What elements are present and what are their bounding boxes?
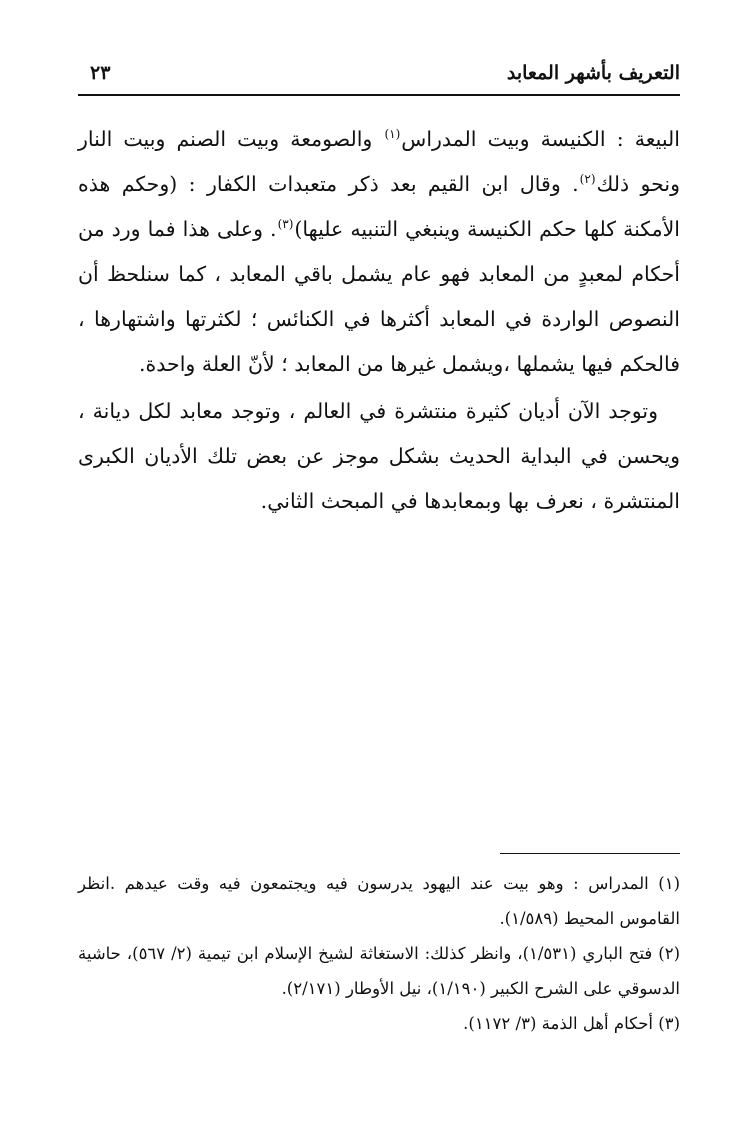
page-number: ٢٣ (90, 62, 111, 84)
footnote-marker-3: (٣) (277, 217, 294, 231)
body-text (78, 117, 680, 524)
paragraph-1 (78, 117, 680, 387)
footnote-divider (500, 853, 680, 854)
paragraph-1-segment-3: . وقال ابن القيم بعد ذكر متعبدات الكفار : (وحكم هذه الأمكنة كلها حكم الكنيسة وينبغي التنبيه عليها) (78, 172, 680, 241)
paragraph-1-segment-2: والصومعة وبيت الصنم وبيت النار ونحو ذلك (78, 127, 680, 196)
running-header-title: التعريف بأشهر المعابد (506, 62, 680, 84)
paragraph-1-segment-1: البيعة : الكنيسة وبيت المدراس (401, 127, 680, 151)
paragraph-2: وتوجد الآن أديان كثيرة منتشرة في العالم ، وتوجد معابد لكل ديانة ، ويحسن في البداية الحديث بشكل موجز عن بعض تلك الأديان الكبرى المنتشرة ، نعرف بها وبمعابدها في المبحث الثاني. (78, 399, 680, 513)
footnote-3: (٣) أحكام أهل الذمة (٣/ ١١٧٢). (463, 1014, 680, 1033)
footnote-marker-2: (٢) (579, 172, 596, 186)
running-header (78, 58, 680, 94)
paragraph-1-segment-4: . وعلى هذا فما ورد من أحكام لمعبدٍ من المعابد فهو عام يشمل باقي المعابد ، كما سنلحظ أن النصوص الواردة في المعابد أكثرها في الكنائس ؛ لكثرتها واشتهارها ، فالحكم فيها يشملها ،ويشمل غيرها من المعابد ؛ لأنّ العلة واحدة. (78, 217, 681, 376)
footnote-2: (٢) فتح الباري (١/٥٣١)، وانظر كذلك: الاستغاثة لشيخ الإسلام ابن تيمية (٢/ ٥٦٧)، حاشية الدسوقي على الشرح الكبير (١/١٩٠)، نيل الأوطار (٢/١٧١). (78, 944, 680, 998)
header-divider (78, 94, 680, 96)
footnotes (78, 866, 680, 1041)
footnote-1: (١) المدراس : وهو بيت عند اليهود يدرسون فيه ويجتمعون فيه وقت عيدهم .انظر القاموس المحيط (١/٥٨٩). (78, 874, 680, 928)
footnote-marker-1: (١) (384, 127, 401, 141)
